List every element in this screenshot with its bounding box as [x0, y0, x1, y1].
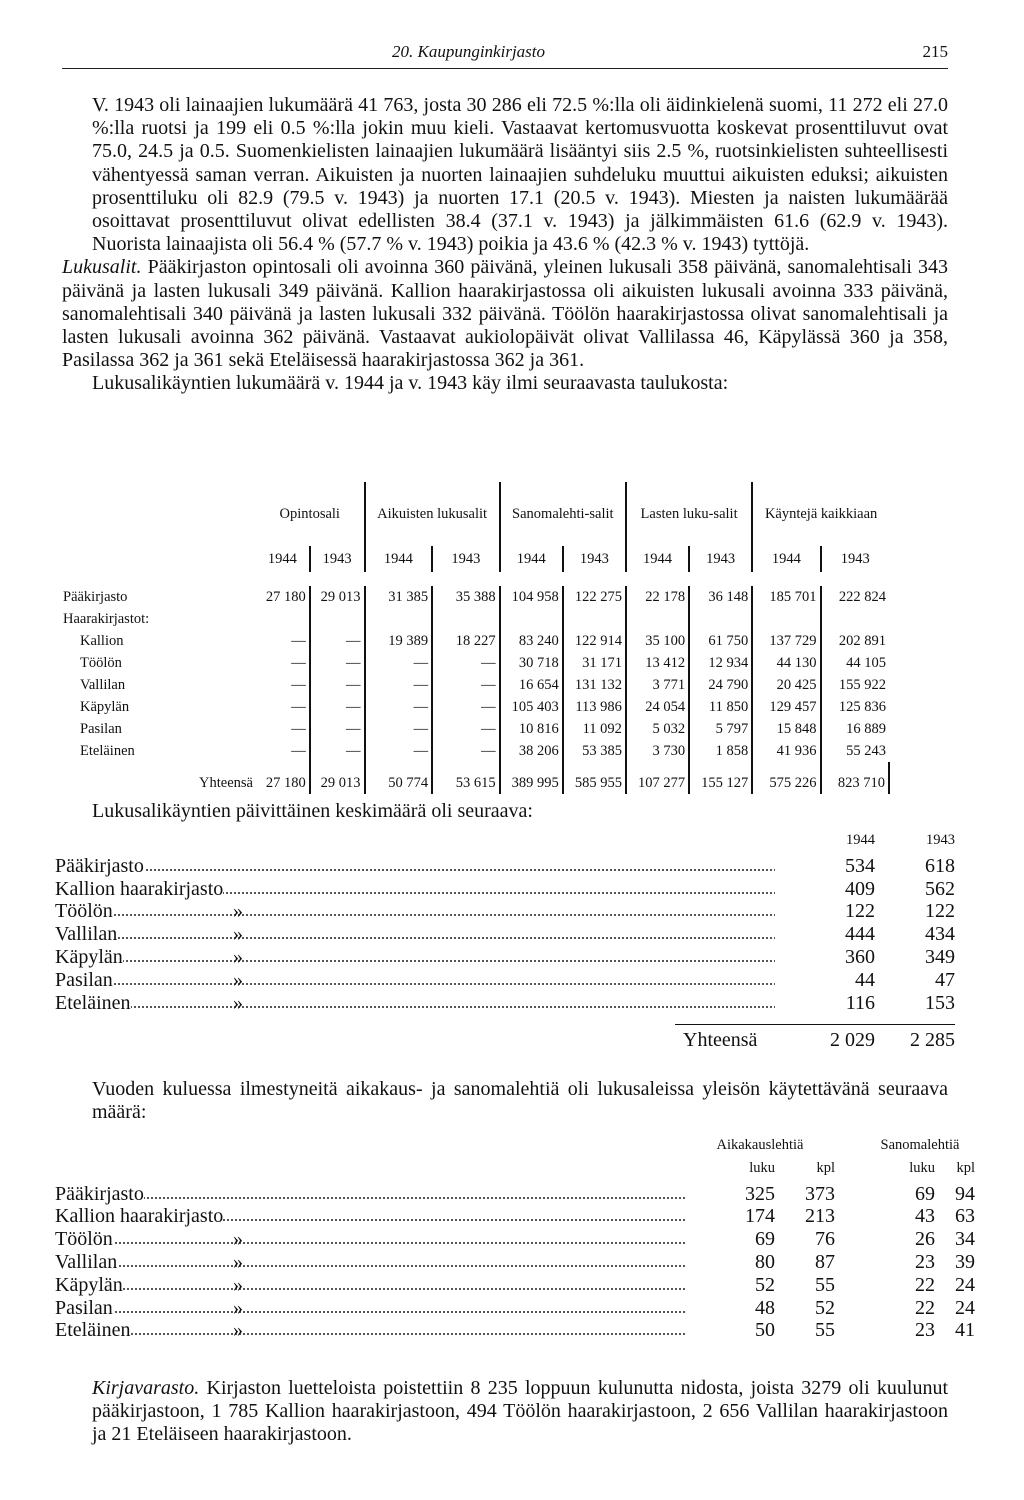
- branch-label: Käpylän: [55, 945, 123, 968]
- table-cell: 10 816: [500, 718, 563, 740]
- branch-label: Pääkirjasto: [55, 1182, 144, 1205]
- table-row: [60, 718, 889, 740]
- year-header: 1943: [926, 832, 955, 848]
- page-number: 215: [922, 42, 948, 61]
- leader-dots: [55, 1311, 685, 1313]
- list-item: [55, 1228, 975, 1251]
- periodical-value: 69: [915, 1182, 935, 1205]
- group-header: Käyntejä kaikkiaan: [764, 505, 878, 522]
- branch-label: Pasilan: [55, 1296, 113, 1319]
- group-header: Sanomalehti-salit: [500, 482, 626, 546]
- table-cell: 15 848: [752, 718, 820, 740]
- list-item: [55, 1273, 975, 1297]
- table-cell: 202 891: [838, 632, 886, 649]
- daily-year-header: [55, 832, 955, 855]
- table-cell: 31 385: [365, 586, 433, 608]
- table-cell: 24 054: [626, 696, 689, 718]
- table-cell: 29 013: [310, 586, 365, 608]
- reading-rooms-text: Pääkirjaston opintosali oli avoinna 360 päivänä, yleinen lukusali 358 päivänä, sanomalehtisali 343 päivänä ja lasten lukusali 349 päivänä. Kallion haarakirjastossa oli aikuisten lukusali avoinna 333 päivänä, sanomalehtisali 340 päivänä ja lasten lukusali 332 päivänä. Töölön haarakirjastossa olivat sanomalehtisali ja lasten lukusali avoinna 362 päivänä. Vastaavat aukiolopäivät olivat Vallilassa 46, Käpylässä 360 ja 358, Pasilassa 362 ja 361 sekä Eteläisessä haarakirjastossa 362 ja 361.: [62, 256, 949, 372]
- periodical-value: 325: [745, 1182, 775, 1205]
- table-cell: 53 385: [563, 740, 626, 762]
- table-cell: 11 092: [563, 718, 626, 740]
- table-cell: [365, 608, 433, 630]
- leader-dots: [55, 1242, 685, 1244]
- value-1944: 360: [775, 946, 875, 969]
- table-cell: 3 771: [626, 674, 689, 696]
- periodical-value: 69: [755, 1228, 775, 1251]
- table-cell: 83 240: [500, 630, 563, 652]
- table-row: [60, 586, 889, 608]
- value-1943: 349: [925, 945, 955, 968]
- table-cell: 50 774: [365, 762, 433, 794]
- list-item: [55, 900, 955, 923]
- sub-header: kpl: [816, 1159, 835, 1176]
- leader-dots: [55, 1288, 685, 1290]
- table-cell: [500, 608, 563, 630]
- list-item: [55, 969, 955, 992]
- daily-average-list: [55, 832, 955, 1052]
- list-item: [55, 855, 955, 878]
- periodical-value: 43: [915, 1205, 935, 1228]
- periodical-value: 23: [915, 1319, 935, 1342]
- year-header: 1943: [310, 546, 365, 572]
- table-cell: 20 425: [752, 674, 820, 696]
- list-item: [55, 992, 955, 1015]
- row-label: Vallilan: [80, 676, 126, 693]
- branch-label: Eteläinen: [55, 1319, 131, 1342]
- ditto-mark: »: [233, 1273, 243, 1296]
- sub-header: kpl: [956, 1159, 975, 1176]
- table-cell: [626, 608, 689, 630]
- table-cell: 389 995: [500, 762, 563, 794]
- leader-dots: [55, 937, 815, 939]
- table-cell: 155 922: [838, 676, 886, 693]
- table-cell: 27 180: [256, 762, 310, 794]
- table-cell: —: [310, 696, 365, 718]
- ditto-mark: »: [233, 1319, 243, 1342]
- branch-label: Pasilan: [55, 968, 113, 991]
- periodicals-heading: [62, 1078, 948, 1124]
- periodical-value: 23: [915, 1250, 935, 1273]
- year-header: 1944: [256, 546, 310, 572]
- list-item: [55, 923, 955, 946]
- ditto-mark: »: [233, 1228, 243, 1251]
- daily-heading: [62, 800, 948, 823]
- row-label: Pääkirjasto: [63, 588, 128, 605]
- row-label: Pasilan: [80, 720, 122, 737]
- reading-rooms-title: Lukusalit.: [62, 256, 142, 279]
- table-cell: 222 824: [838, 588, 886, 605]
- table-cell: 137 729: [752, 630, 820, 652]
- group-header: Aikuisten lukusalit: [365, 482, 500, 546]
- table-cell: 131 132: [563, 674, 626, 696]
- table-cell: 122 914: [563, 630, 626, 652]
- visits-table: [60, 482, 890, 794]
- table-cell: —: [432, 718, 500, 740]
- branch-label: Käpylän: [55, 1273, 123, 1296]
- periodical-value: 76: [815, 1228, 835, 1251]
- table-cell: 104 958: [500, 586, 563, 608]
- table-cell: 11 850: [689, 696, 752, 718]
- table-cell: [256, 608, 310, 630]
- value-1943: 47: [935, 968, 955, 991]
- table-cell: 585 955: [563, 762, 626, 794]
- year-header: 1944: [846, 832, 875, 848]
- year-header: 1943: [689, 546, 752, 572]
- table-cell: —: [310, 740, 365, 762]
- table-cell: —: [256, 696, 310, 718]
- table-body: [60, 586, 889, 794]
- table-cell: 13 412: [626, 652, 689, 674]
- row-label: Haarakirjastot:: [63, 610, 150, 627]
- collection-paragraph: [62, 1377, 948, 1447]
- leader-dots: [55, 1265, 685, 1267]
- leader-dots: [55, 1006, 815, 1008]
- table-cell: 3 730: [626, 740, 689, 762]
- periodical-value: 87: [815, 1250, 835, 1273]
- table-cell: 24 790: [689, 674, 752, 696]
- value-1943: 434: [925, 923, 955, 946]
- table-row: [60, 630, 889, 652]
- leader-dots: [55, 914, 815, 916]
- list-item: [55, 1250, 975, 1274]
- table-cell: —: [256, 652, 310, 674]
- periodicals-list: [55, 1137, 975, 1342]
- table-cell: 107 277: [626, 762, 689, 794]
- table-cell: 27 180: [256, 586, 310, 608]
- year-header: 1944: [365, 546, 433, 572]
- table-row: [60, 652, 889, 674]
- branch-label: Vallilan: [55, 1250, 118, 1273]
- table-cell: 44 130: [752, 652, 820, 674]
- row-label: Eteläinen: [80, 742, 135, 759]
- table-cell: 44 105: [846, 654, 886, 671]
- periodical-value: 55: [815, 1319, 835, 1342]
- leader-dots: [55, 983, 815, 985]
- value-1944: 116: [775, 992, 875, 1015]
- table-cell: 105 403: [500, 696, 563, 718]
- table-cell: 1 858: [689, 740, 752, 762]
- list-item: [55, 1182, 975, 1206]
- value-1944: 534: [775, 855, 875, 878]
- table-cell: 61 750: [689, 630, 752, 652]
- collection-title: Kirjavarasto.: [92, 1377, 200, 1399]
- daily-heading-text: Lukusalikäyntien päivittäinen keskimäärä oli seuraava:: [92, 800, 533, 822]
- table-cell: [821, 608, 889, 630]
- periodical-value: 213: [805, 1205, 835, 1228]
- list-item: [55, 1319, 975, 1342]
- total-1943: 2 285: [910, 1029, 955, 1052]
- periodical-value: 50: [755, 1319, 775, 1342]
- collection-text: Kirjaston luetteloista poistettiin 8 235 loppuun kulunutta nidosta, joista 3279 oli kuulunut pääkirjastoon, 1 785 Kallion haarakirjastoon, 494 Töölön haarakirjastoon, 2 656 Vallilan haarakirjastoon ja 21 Eteläiseen haarakirjastoon.: [92, 1377, 949, 1446]
- year-header: 1943: [840, 550, 870, 567]
- table-cell: [432, 608, 500, 630]
- ditto-mark: »: [233, 1250, 243, 1273]
- table-cell: 19 389: [365, 630, 433, 652]
- branch-label: Töölön: [55, 900, 113, 923]
- row-label: Käpylän: [80, 698, 130, 715]
- table-cell: —: [256, 740, 310, 762]
- table-row: [60, 740, 889, 762]
- periodical-value: 22: [915, 1273, 935, 1296]
- periodical-value: 174: [745, 1205, 775, 1228]
- table-cell: —: [310, 630, 365, 652]
- table-row: [60, 674, 889, 696]
- periodical-value: 41: [955, 1319, 975, 1342]
- periodical-value: 63: [955, 1205, 975, 1228]
- periodicals-col-header: [55, 1137, 960, 1160]
- col-header-newspapers: Sanomalehtiä: [880, 1137, 960, 1153]
- table-cell: —: [310, 652, 365, 674]
- periodical-value: 39: [955, 1250, 975, 1273]
- table-cell: 35 388: [432, 586, 500, 608]
- group-header: Lasten luku-salit: [626, 482, 752, 546]
- year-header: 1943: [432, 546, 500, 572]
- year-header: 1944: [626, 546, 689, 572]
- table-cell: —: [256, 718, 310, 740]
- periodical-value: 48: [755, 1296, 775, 1319]
- year-header: 1944: [500, 546, 563, 572]
- col-header-periodicals: Aikakauslehtiä: [716, 1137, 804, 1153]
- table-cell: 185 701: [752, 586, 820, 608]
- periodical-value: 26: [915, 1228, 935, 1251]
- periodical-value: 52: [815, 1296, 835, 1319]
- table-cell: 31 171: [563, 652, 626, 674]
- leader-dots: [55, 1333, 685, 1335]
- table-cell: 29 013: [310, 762, 365, 794]
- table-cell: —: [310, 674, 365, 696]
- year-header: 1944: [752, 546, 820, 572]
- total-label: Yhteensä: [683, 1029, 758, 1052]
- list-item: [55, 878, 955, 901]
- periodicals-sub-header: [55, 1159, 975, 1183]
- table-cell: —: [365, 652, 433, 674]
- table-cell: [563, 608, 626, 630]
- table-cell: —: [256, 630, 310, 652]
- value-1944: 409: [775, 878, 875, 901]
- list-item: [55, 946, 955, 969]
- value-1943: 562: [925, 877, 955, 900]
- periodical-value: 24: [955, 1273, 975, 1296]
- table-year-header: [60, 546, 889, 572]
- paragraph-table-intro: Lukusalikäyntien lukumäärä v. 1944 ja v. 1943 käy ilmi seuraavasta taulukosta:: [92, 372, 729, 395]
- table-cell: 12 934: [689, 652, 752, 674]
- value-1943: 153: [925, 991, 955, 1014]
- table-cell: —: [310, 718, 365, 740]
- periodicals-heading-text: Vuoden kuluessa ilmestyneitä aikakaus- ja sanomalehtiä oli lukusaleissa yleisön käytettävänä seuraava määrä:: [92, 1078, 948, 1124]
- value-1944: 444: [775, 923, 875, 946]
- table-cell: 122 275: [563, 586, 626, 608]
- paragraph-lenders: V. 1943 oli lainaajien lukumäärä 41 763, josta 30 286 eli 72.5 %:lla oli äidinkielenä suomi, 11 272 eli 27.0 %:lla ruotsi ja 199 eli 0.5 %:lla jokin muu kieli. Vastaavat kertomusvuotta koskevat prosenttiluvut ovat 75.0, 24.5 ja 0.5. Suomenkielisten lainaajien lukumäärä lisääntyi siis 2.5 %, ruotsinkielisten suhteellisesti vähentyessä saman verran. Aikuisten ja nuorten lainaajien suhdeluku muuttui aikuisten eduksi; aikuisten prosenttiluku oli 82.9 (79.5 v. 1943) ja nuorten 17.1 (20.5 v. 1943). Miesten ja naisten lukumäärää osoittavat prosenttiluvut olivat edellisten 38.4 (37.1 v. 1943) ja jälkimmäisten 61.6 (62.9 v. 1943). Nuorista lainaajista oli 56.4 % (57.7 % v. 1943) poikia ja 43.6 % (42.3 % v. 1943) tyttöjä.: [92, 94, 948, 256]
- running-header: [62, 42, 948, 69]
- value-1943: 618: [925, 854, 955, 877]
- table-cell: 16 889: [846, 720, 886, 737]
- table-cell: [752, 608, 820, 630]
- periodical-value: 52: [755, 1273, 775, 1296]
- table-cell: 16 654: [500, 674, 563, 696]
- row-label: Kallion: [80, 632, 124, 649]
- table-cell: —: [365, 674, 433, 696]
- table-cell: —: [256, 674, 310, 696]
- table-cell: 125 836: [838, 698, 886, 715]
- sub-header: luku: [749, 1159, 775, 1176]
- periodical-value: 34: [955, 1228, 975, 1251]
- table-cell: 823 710: [821, 762, 889, 794]
- value-1944: 122: [775, 900, 875, 923]
- ditto-mark: »: [233, 968, 243, 991]
- row-label: Yhteensä: [199, 774, 253, 791]
- table-cell: 53 615: [432, 762, 500, 794]
- table-total-row: [60, 762, 889, 794]
- periodical-value: 94: [955, 1182, 975, 1205]
- table-cell: —: [432, 696, 500, 718]
- table-cell: 5 032: [626, 718, 689, 740]
- table-cell: 18 227: [432, 630, 500, 652]
- periodical-value: 80: [755, 1250, 775, 1273]
- list-item: [55, 1296, 975, 1320]
- group-header: Opintosali: [256, 482, 365, 546]
- branch-label: Kallion haarakirjasto: [55, 1205, 224, 1228]
- ditto-mark: »: [233, 945, 243, 968]
- table-cell: 575 226: [752, 762, 820, 794]
- year-header: 1943: [563, 546, 626, 572]
- ditto-mark: »: [233, 991, 243, 1014]
- periodical-value: 22: [915, 1296, 935, 1319]
- periodical-value: 55: [815, 1273, 835, 1296]
- branch-label: Töölön: [55, 1228, 113, 1251]
- table-row: [60, 696, 889, 718]
- ditto-mark: »: [233, 900, 243, 923]
- sub-header: luku: [909, 1159, 935, 1176]
- branch-label: Pääkirjasto: [55, 854, 144, 877]
- leader-dots: [55, 960, 815, 962]
- paragraph-reading-rooms: [62, 256, 948, 372]
- table-cell: 55 243: [846, 742, 886, 759]
- table-cell: —: [365, 740, 433, 762]
- table-cell: 22 178: [626, 586, 689, 608]
- table-cell: —: [365, 718, 433, 740]
- table-cell: 35 100: [626, 630, 689, 652]
- periodical-value: 24: [955, 1296, 975, 1319]
- table-cell: —: [432, 740, 500, 762]
- branch-label: Kallion haarakirjasto: [55, 877, 224, 900]
- table-cell: 155 127: [689, 762, 752, 794]
- ditto-mark: »: [233, 1296, 243, 1319]
- table-cell: 5 797: [689, 718, 752, 740]
- branch-label: Eteläinen: [55, 991, 131, 1014]
- table-group-header: [60, 482, 889, 546]
- leader-dots: [55, 869, 815, 871]
- periodical-value: 373: [805, 1182, 835, 1205]
- table-cell: 36 148: [689, 586, 752, 608]
- table-cell: 30 718: [500, 652, 563, 674]
- table-cell: —: [365, 696, 433, 718]
- row-label: Töölön: [80, 654, 122, 671]
- section-title: 20. Kaupunginkirjasto: [392, 42, 546, 61]
- table-cell: —: [432, 674, 500, 696]
- list-item: [55, 1205, 975, 1228]
- table-cell: 38 206: [500, 740, 563, 762]
- value-1944: 44: [775, 969, 875, 992]
- table-cell: 129 457: [752, 696, 820, 718]
- table-cell: 41 936: [752, 740, 820, 762]
- table-cell: [689, 608, 752, 630]
- table-cell: —: [432, 652, 500, 674]
- table-cell: [310, 608, 365, 630]
- ditto-mark: »: [233, 923, 243, 946]
- table-row: [60, 608, 889, 630]
- daily-total-row: [675, 1024, 955, 1052]
- intro-text: [62, 94, 948, 396]
- value-1943: 122: [925, 900, 955, 923]
- branch-label: Vallilan: [55, 923, 118, 946]
- table-cell: 113 986: [563, 696, 626, 718]
- total-1944: 2 029: [830, 1029, 875, 1052]
- leader-dots: [55, 1197, 685, 1199]
